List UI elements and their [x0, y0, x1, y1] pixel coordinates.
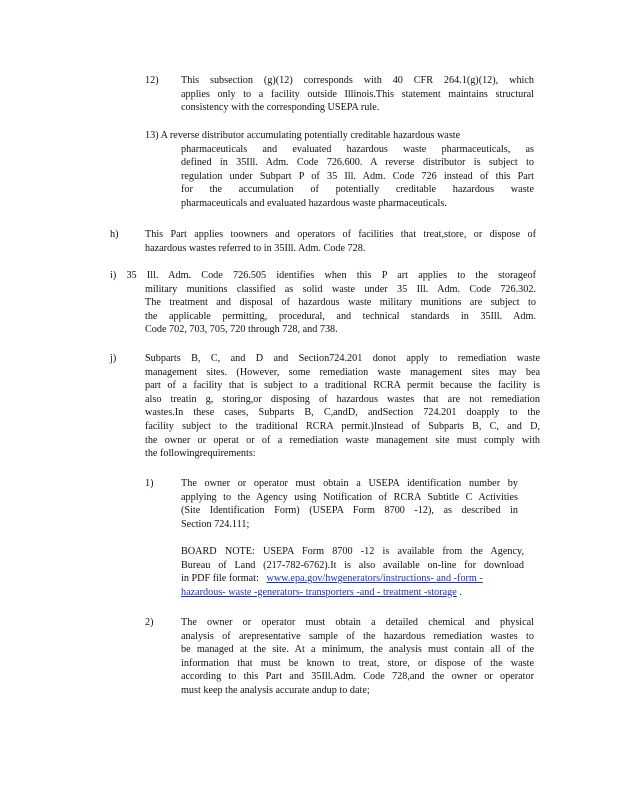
text-line: military munitions classified as solid waste under 35 Ill. Adm. Code 726.302. — [145, 283, 536, 295]
item-12-label: 12) — [145, 75, 159, 86]
text-line: pharmaceuticals and evaluated hazardous waste pharmaceuticals. — [181, 197, 447, 209]
item-12-text — [181, 74, 534, 115]
text-line: BOARD NOTE: USEPA Form 8700 -12 is available from the Agency, — [181, 546, 524, 557]
item-h-label: h) — [110, 229, 119, 240]
text-line: The treatment and disposal of hazardous waste military munitions are subject to — [145, 297, 536, 309]
item-j1-label: 1) — [145, 478, 154, 489]
text-line: The owner or operator must obtain a USEPA identification number by — [181, 478, 518, 489]
text-line: (Site Identification Form) (USEPA Form 8700 -12), as described in — [181, 505, 518, 517]
text-line: 13) A reverse distributor accumulating potentially creditable hazardous waste — [145, 130, 461, 141]
text-line: The owner or operator must obtain a detailed chemical and physical — [181, 617, 534, 628]
item-j1-text — [181, 477, 518, 531]
text-line: according to this Part and 35Ill.Adm. Code 728,and the owner or operator — [181, 671, 534, 683]
item-j-text — [145, 352, 540, 461]
item-j-label: j) — [110, 353, 117, 364]
text-line: hazardous wastes referred to in 35Ill. Adm. Code 728. — [145, 242, 366, 254]
text-line: consistency with the corresponding USEPA rule. — [181, 102, 380, 114]
board-note — [181, 545, 524, 599]
text-line: Bureau of Land (217-782-6762).It is also available on-line for download — [181, 559, 524, 571]
text-line: the owner or operat or of a remediation waste management site must comply with — [145, 434, 540, 446]
text-line — [181, 572, 524, 586]
text-line: Code 702, 703, 705, 720 through 728, and 738. — [145, 324, 338, 336]
text-line: the applicable permitting, procedural, and technical standards in 35Ill. Adm. — [145, 310, 536, 322]
epa-link-line-2[interactable]: hazardous- waste -generators- transporters -and - treatment -storage — [181, 586, 457, 598]
text-line: analysis of arepresentative sample of the hazardous remediation wastes to — [181, 630, 534, 642]
item-j2-label: 2) — [145, 617, 154, 628]
text-line: applying to the Agency using Notification of RCRA Subtitle C Activities — [181, 491, 518, 503]
item-i-text — [110, 269, 536, 283]
text-line: defined in 35Ill. Adm. Code 726.600. A reverse distributor is subject to — [181, 157, 534, 169]
text-line: Section 724.111; — [181, 518, 250, 530]
item-13-continuation — [181, 143, 534, 211]
item-i-continuation — [145, 283, 536, 337]
text-line: be managed at the site. At a minimum, the analysis must contain all of the — [181, 644, 534, 656]
text-line: facility subject to the traditional RCRA permit.)Instead of Subparts B, C, and D, — [145, 420, 540, 432]
text-line: must keep the analysis accurate andup to date; — [181, 684, 370, 696]
text-line: i) 35 Ill. Adm. Code 726.505 identifies when this P art applies to the storageof — [110, 270, 536, 281]
text-line: This Part applies toowners and operators of facilities that treat,store, or dispose of — [145, 229, 536, 240]
text-line: wastes.In these cases, Subparts B, C,andD, andSection 724.201 doapply to the — [145, 407, 540, 419]
item-13-text — [145, 129, 534, 143]
text-line: management sites. (However, some remediation waste management sites may bea — [145, 366, 540, 378]
text-line: regulation under Subpart P of 35 Ill. Adm. Code 726 instead of this Part — [181, 170, 534, 182]
text-line: the followingrequirements: — [145, 448, 256, 460]
text-line — [181, 586, 524, 600]
text-line: for the accumulation of potentially creditable hazardous waste — [181, 184, 534, 196]
epa-link-line-1[interactable]: www.epa.gov/hwgenerators/instructions- and -form - — [266, 573, 483, 585]
board-note-tail: . — [459, 586, 462, 598]
text-line: also treatin g, storing,or disposing of hazardous wastes that are not remediation — [145, 393, 540, 405]
text-line: information that must be known to treat, store, or dispose of the waste — [181, 657, 534, 669]
text-line: pharmaceuticals and evaluated hazardous waste pharmaceuticals, as — [181, 143, 534, 155]
text-line: part of a facility that is subject to a traditional RCRA permit because the facility is — [145, 380, 540, 392]
text-line: Subparts B, C, and D and Section724.201 donot apply to remediation waste — [145, 353, 540, 364]
item-j2-text — [181, 616, 534, 698]
board-note-lead: in PDF file format: — [181, 573, 259, 585]
text-line: applies only to a facility outside Illinois.This statement maintains structural — [181, 88, 534, 100]
item-h-text — [145, 228, 536, 255]
text-line: This subsection (g)(12) corresponds with 40 CFR 264.1(g)(12), which — [181, 75, 534, 86]
